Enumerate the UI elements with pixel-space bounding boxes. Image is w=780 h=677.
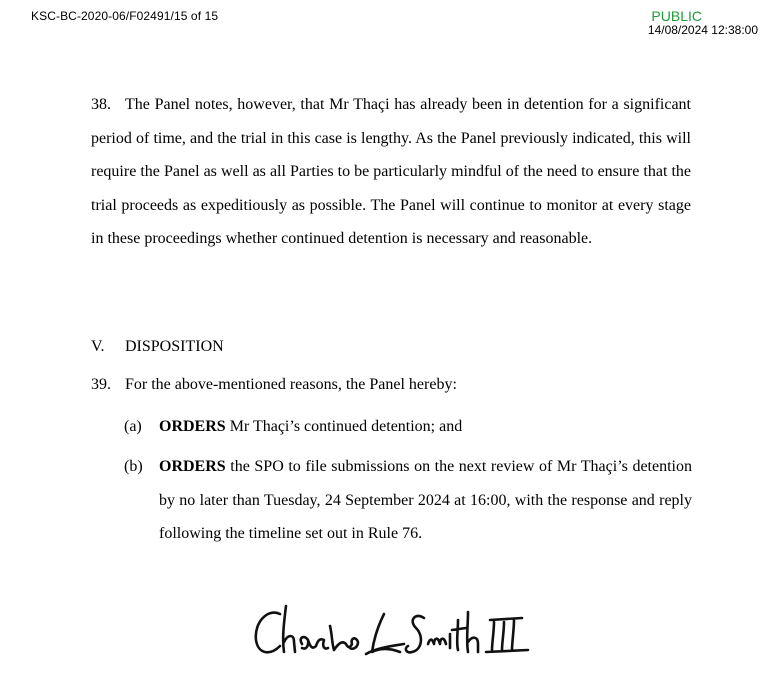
order-keyword: ORDERS bbox=[159, 458, 226, 475]
section-title: DISPOSITION bbox=[125, 338, 224, 355]
order-label: (b) bbox=[124, 458, 143, 475]
order-text: the SPO to file submissions on the next review of Mr Thaçi’s detention by no later than Tuesday, 24 September 2024 at 16:00, with the response and reply following the timeline set out in Rule 76. bbox=[159, 458, 692, 543]
document-reference: KSC-BC-2020-06/F02491/15 of 15 bbox=[31, 9, 219, 23]
classification-label: PUBLIC bbox=[651, 8, 702, 24]
section-number: V. bbox=[91, 338, 105, 355]
paragraph-number: 39. bbox=[91, 376, 111, 393]
paragraph-38 bbox=[91, 88, 691, 256]
order-item-a bbox=[124, 410, 692, 444]
paragraph-text: The Panel notes, however, that Mr Thaçi has already been in detention for a significant period of time, and the trial in this case is lengthy. As the Panel previously indicated, this will require the Panel as well as all Parties to be particularly mindful of the need to ensure that the trial proceeds as expeditiously as possible. The Panel will continue to monitor at every stage in these proceedings whether continued detention is necessary and reasonable. bbox=[91, 96, 691, 248]
paragraph-text: For the above-mentioned reasons, the Panel hereby: bbox=[125, 376, 457, 393]
filing-timestamp: 14/08/2024 12:38:00 bbox=[647, 23, 758, 37]
section-heading bbox=[91, 330, 224, 363]
order-item-b bbox=[124, 450, 692, 551]
order-text: Mr Thaçi’s continued detention; and bbox=[225, 418, 463, 435]
order-label: (a) bbox=[124, 418, 142, 435]
paragraph-39 bbox=[91, 368, 691, 402]
handwritten-signature bbox=[246, 598, 546, 672]
document-stamp bbox=[648, 9, 758, 37]
order-keyword: ORDERS bbox=[159, 418, 226, 435]
paragraph-number: 38. bbox=[91, 96, 111, 113]
